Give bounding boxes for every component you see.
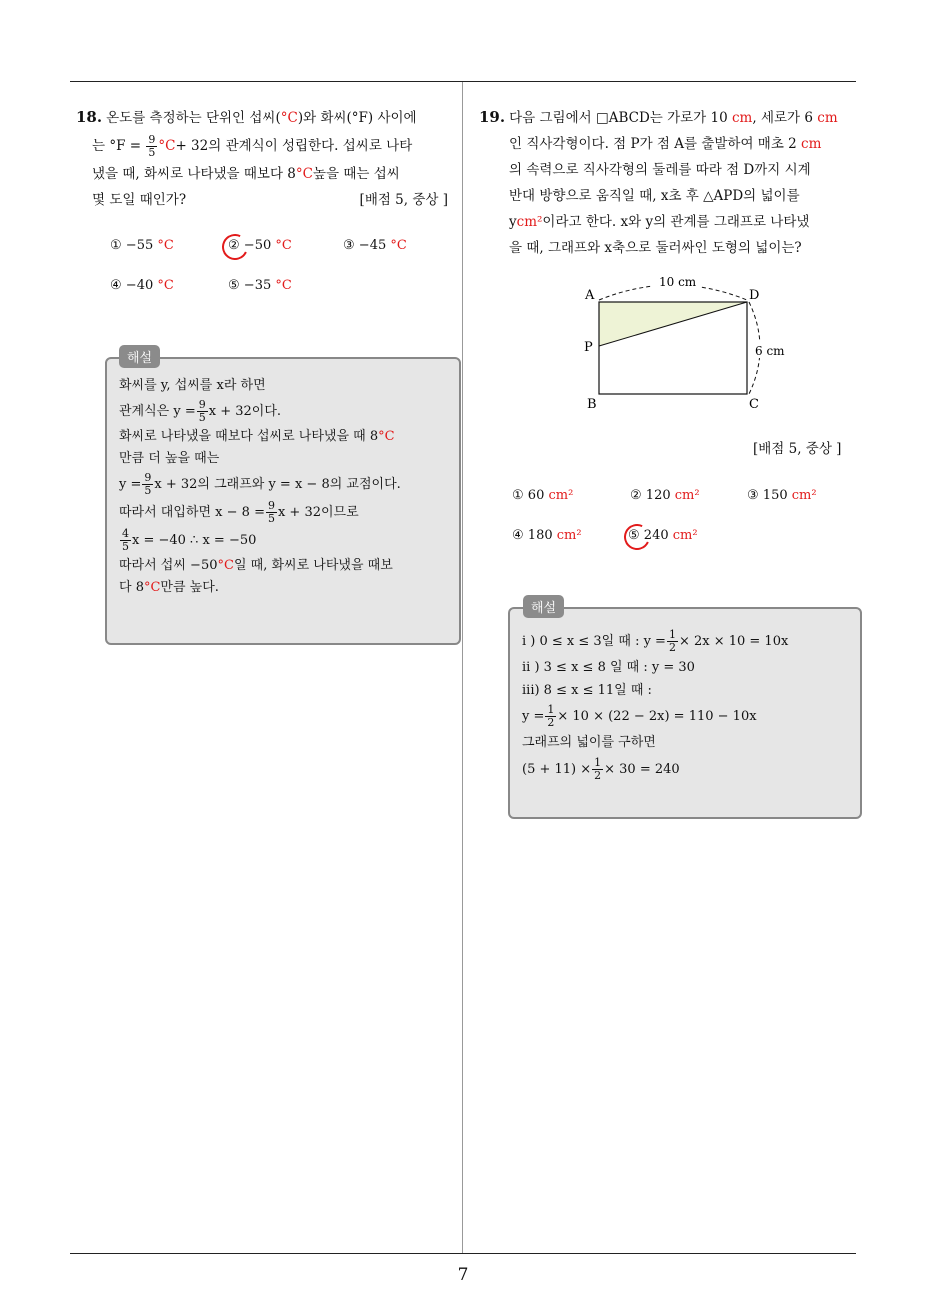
choice-1[interactable]: ① −55 °C bbox=[110, 238, 174, 253]
choice-1[interactable]: ① 60 cm² bbox=[512, 488, 574, 503]
choice-5[interactable]: ⑤ −35 °C bbox=[228, 278, 292, 293]
fraction: $\frac{9}{5}$ bbox=[148, 133, 156, 159]
choice-4[interactable]: ④ −40 °C bbox=[110, 278, 174, 293]
answer-circle-mark bbox=[218, 230, 251, 263]
question-number: 19. bbox=[479, 108, 506, 126]
score-label: [배점 5, 중상 ] bbox=[359, 192, 448, 208]
column-divider bbox=[462, 82, 463, 1253]
page-number: 7 bbox=[457, 1265, 469, 1285]
choice-4[interactable]: ④ 180 cm² bbox=[512, 528, 582, 543]
q19-explanation-box: i ) 0 ≤ x ≤ 3일 때 : y = $\frac{1}{2}$ × 2x × 10 = 10x ii ) 3 ≤ x ≤ 8 일 때 : y = 30 iii) 8 ≤ x ≤ 11일 때 : y = $\frac{1}{2}$ × 10 × (22 − 2x) = 110 − 10x 그래프의 넓이를 구하면 (5 + 11) × $\frac{1}{2}$ × 30 = 240 bbox=[508, 607, 862, 819]
bottom-rule bbox=[70, 1253, 856, 1254]
label-6cm: 6 cm bbox=[755, 344, 785, 358]
explanation-tag: 해설 bbox=[523, 595, 564, 618]
top-rule bbox=[70, 81, 856, 82]
choice-2[interactable]: ② −50 °C bbox=[228, 238, 292, 253]
question-19: 19. 다음 그림에서 □ABCD는 가로가 10 cm, 세로가 6 cm 인 직사각형이다. 점 P가 점 A를 출발하여 매초 2 cm 의 속력으로 직사각형의 둘레를 따라 점 D까지 시계 반대 방향으로 움직일 때, x초 후 △APD의 넓이를 ycm²이라고 한다. x와 y의 관계를 그래프로 나타냈 을 때, 그래프와 x축으로 둘러싸인 도형의 넓이는? bbox=[479, 108, 838, 256]
label-a: A bbox=[585, 288, 595, 303]
label-b: B bbox=[587, 397, 597, 412]
question-18 bbox=[76, 104, 454, 213]
rectangle-figure bbox=[575, 270, 795, 415]
label-10cm: 10 cm bbox=[659, 275, 697, 289]
choice-3[interactable]: ③ −45 °C bbox=[343, 238, 407, 253]
q18-explanation-box: 화씨를 y, 섭씨를 x라 하면 관계식은 y = $\frac{9}{5}$ x + 32이다. 화씨로 나타냈을 때보다 섭씨로 나타냈을 때 8°C 만큼 더 높을 때는 y = $\frac{9}{5}$ x + 32의 그래프와 y = x − 8의 교점이다. 따라서 대입하면 x − 8 = $\frac{9}{5}$ x + 32이므로 $\frac{4}{5}$ x = −40 ∴ x = −50 따라서 섭씨 −50°C일 때, 화씨로 나타냈을 때보 다 8°C만큼 높다. bbox=[105, 357, 461, 645]
q18-line4: 몇 도일 때인가? [배점 5, 중상 ] bbox=[76, 187, 454, 213]
q19-score-label: [배점 5, 중상 ] bbox=[753, 441, 842, 457]
question-number: 18. bbox=[76, 108, 103, 126]
label-p: P bbox=[584, 340, 593, 355]
q18-line3: 냈을 때, 화씨로 나타냈을 때보다 8°C높을 때는 섭씨 bbox=[92, 166, 400, 182]
choice-5[interactable]: ⑤ 240 cm² bbox=[628, 528, 698, 543]
choice-3[interactable]: ③ 150 cm² bbox=[747, 488, 817, 503]
label-c: C bbox=[749, 397, 759, 412]
q18-line1: 18. 온도를 측정하는 단위인 섭씨(°C)와 화씨(°F) 사이에 bbox=[76, 108, 417, 126]
explanation-tag: 해설 bbox=[119, 345, 160, 368]
choice-2[interactable]: ② 120 cm² bbox=[630, 488, 700, 503]
answer-circle-mark bbox=[620, 520, 653, 553]
q18-line2: 는 °F = $\frac{9}{5}$ °C+ 32의 관계식이 성립한다. 섭씨로 나타 bbox=[92, 133, 413, 159]
label-d: D bbox=[749, 288, 760, 303]
